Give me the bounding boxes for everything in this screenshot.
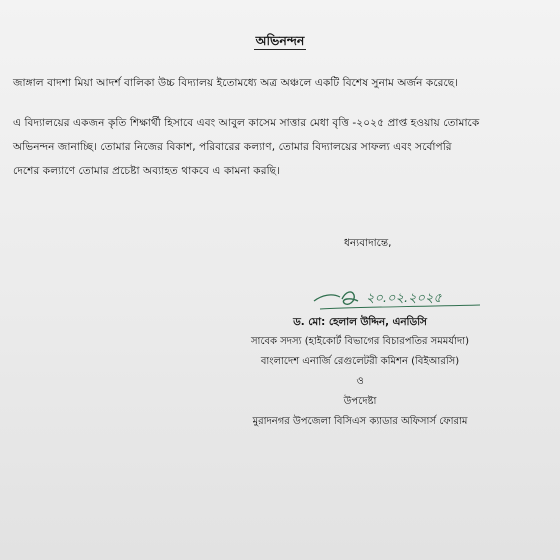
letter-title-text: অভিনন্দন [255, 33, 305, 48]
paragraph-line-2: এ বিদ্যালয়ের একজন কৃতি শিক্ষার্থী হিসাবে এবং আবুল কাসেম সাত্তার মেধা বৃত্তি -২০২৫ প্রাপ্ত হওয়ায় তোমাকে [13, 117, 480, 129]
signatory-conjunction: ও [356, 376, 364, 387]
signatory-line-1: সাবেক সদস্য (হাইকোর্ট বিভাগের বিচারপতির সমমর্যাদা) [250, 336, 470, 347]
signatory-block [190, 312, 530, 432]
signatory-line-4: মুরাদনগর উপজেলা বিসিএস ক্যাডার অফিসার্স ফোরাম [252, 416, 468, 427]
signatory-name: ড. মো: হেলাল উদ্দিন, এনডিসি [293, 316, 427, 328]
signature-loop [342, 292, 358, 304]
closing-salutation: ধন্যবাদান্তে, [344, 237, 392, 249]
paragraph-line-4: দেশের কল্যাণে তোমার প্রচেষ্টা অব্যাহত থাকবে এ কামনা করছি। [13, 165, 280, 177]
letter-title [0, 33, 560, 53]
paragraph-line-1: জাঙ্গাল বাদশা মিয়া আদর্শ বালিকা উচ্চ বিদ্যালয় ইতোমধ্যে অত্র অঞ্চলে একটি বিশেষ সুনাম অর্জন করেছে। [13, 77, 459, 89]
signature-stroke [314, 295, 340, 301]
signature-date: ২০.০২.২০২৫ [366, 291, 442, 306]
paragraph-line-3: অভিনন্দন জানাচ্ছি। তোমার নিজের বিকাশ, পরিবারের কল্যাণ, তোমার বিদ্যালয়ের সাফল্য এবং সর্বোপরি [13, 141, 452, 153]
signatory-line-2: বাংলাদেশ এনার্জি রেগুলেটরী কমিশন (বিইআরসি) [260, 356, 460, 367]
signatory-line-3: উপদেষ্টা [343, 396, 377, 407]
handwritten-signature [310, 285, 490, 313]
